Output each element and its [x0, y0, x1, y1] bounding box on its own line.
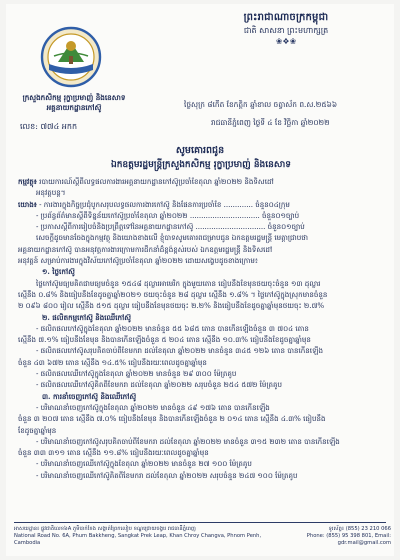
section-heading: ៣. ការនាំចេញកៅស៊ូ និងឈើកៅស៊ូ [42, 391, 137, 401]
footer-phone-en: Phone: (855) 95 398 801, Email: gdr.mail@gmail.com [306, 533, 391, 546]
section-line: - បរិមាណនាំចេញឈើកៅស៊ូគិតពីខែមករា ដល់ខែតុលា ឆ្នាំ២០២២ សរុបចំនួន ២៤៧ ១០០ ម៉ែត្រគូប [36, 470, 298, 480]
department-name: អគ្គនាយកដ្ឋានកៅស៊ូ [46, 103, 102, 112]
section-line: ចំនួន ៤៣ ៦៧២ តោន ស្មើនឹង ១៤.៥% ធៀបនឹងរយៈពេលដូចគ្នាឆ្នាំមុន [18, 357, 207, 367]
footer-address [14, 526, 264, 547]
section-line: ចំនួន ៣៣ ៣១១ តោន ស្មើនឹង ១១.៨% ធៀបនឹងរយៈពេលដូចគ្នាឆ្នាំមុន [18, 448, 209, 458]
ministry-logo [40, 26, 102, 88]
intro-line: អគ្គនាយកដ្ឋានកៅស៊ូ បានអនុវត្តការងារក្រោមការដឹកនាំដ៏ខ្ពង់ខ្ពស់របស់ ឯកឧត្តមរដ្ឋមន្ត្រី និងទិសដៅ [18, 244, 273, 254]
solar-date: រាជធានីភ្នំពេញ ថ្ងៃទី ៤ ខែ វិច្ឆិកា ឆ្នាំ២០២២ [211, 118, 330, 127]
ministry-name: ក្រសួងកសិកម្ម រុក្ខាប្រមាញ់ និងនេសាទ [22, 93, 126, 102]
addressee: ឯកឧត្តមរដ្ឋមន្ត្រីក្រសួងកសិកម្ម រុក្ខាប្រមាញ់ និងនេសាទ [111, 160, 291, 170]
section-heading: ២. ផលិតកម្មកៅស៊ូ និងឈើកៅស៊ូ [42, 312, 131, 322]
kingdom-heading: ព្រះរាជាណាចក្រកម្ពុជា [243, 12, 329, 23]
section-heading: ១. ថ្លៃកៅស៊ូ [42, 267, 75, 277]
section-line: ស្មើនឹង ០.៨% និងធៀបនឹងខែដូចគ្នាឆ្នាំ២០២១ ថយចុះចំនួន ២៨ ដុល្លារ ស្មើនឹង ១.៨% ។ ថ្លៃកៅស៊ូក្នុងស្រុកមានចំនួន [18, 289, 328, 299]
ministry-block [10, 93, 138, 113]
national-motto: ជាតិ សាសនា ព្រះមហាក្សត្រ [243, 26, 329, 35]
reference-label: យោង៖ [18, 199, 37, 209]
reference-item: - ការងារក្នុងកិច្ចប្រជុំបូកសរុបលទ្ធផលការងារកៅស៊ូ និងផែនការប្រចាំខែ ............. ចំនួន០៤ក្រុម [39, 199, 290, 209]
reference-number: លេខ: ៧៧៤ អកក [20, 122, 78, 131]
footer-address-en: National Road No. 6A, Phum Bakkheng, Sangkat Prek Leap, Khan Chroy Changva, Phnom Penh, Cambodia [14, 533, 262, 546]
ornament-divider: ❀❖❀ [275, 37, 297, 46]
intro-line: សេចក្តីដូចមានចែងក្នុងកម្មវត្ថុ និងយោងខាងលើ ខ្ញុំបាទសូមគោរពជម្រាបជូន ឯកឧត្តមរដ្ឋមន្ត្រី មេត្តាជ្រាបថា [36, 233, 309, 243]
footer-address-km: អាសយដ្ឋាន៖ ផ្លូវជាតិលេខ៦A ភូមិបាក់ខែង សង្កាត់ព្រែកលៀប ខណ្ឌជ្រោយចង្វារ រាជធានីភ្នំពេញ [14, 526, 196, 532]
section-line: - បរិមាណនាំចេញកៅស៊ូក្នុងខែតុលា ឆ្នាំ២០២២ មានចំនួន ៤៩ ១៧៦ តោន បានកើនឡើង [36, 402, 270, 412]
section-line: ចំនួន ៣ ២០៧ តោន ស្មើនឹង ៧.០% ធៀបនឹងខែមុន និងបានកើនឡើងចំនួន ២ ០១៤ តោន ស្មើនឹង ៤.៣% ធៀបនឹង [18, 414, 326, 424]
subject-text-cont: អនុវត្តបន្ត។ [36, 188, 66, 198]
reference-item: - ប្រព័ន្ធព័ត៌មានស្តីពីទិន្នន័យកៅស៊ូប្រចាំខែតុលា ឆ្នាំ២០២២ ............................... ចំនួន០១ច្បាប់ [36, 210, 300, 220]
section-line: - ផលិតផលកៅស៊ូក្នុងខែតុលា ឆ្នាំ២០២២ មានចំនួន ៥៥ ៦៨៥ តោន បានកើនឡើងចំនួន ៣ ៧០៤ តោន [36, 323, 309, 333]
reference-item: - ប្រកាសស្តីពីការរៀបចំនិងប្រព្រឹត្តទៅនៃអគ្គនាយកដ្ឋានកៅស៊ូ ............................... ចំនួន០១ច្បាប់ [36, 222, 305, 232]
document-page [6, 4, 394, 556]
lunar-date: ថ្ងៃសុក្រ ៨កើត ខែកត្តិក ឆ្នាំខាល ចត្វាស័ក ព.ស.២៥៦៦ [184, 100, 338, 109]
reference-line [18, 199, 384, 210]
subject-line [18, 176, 384, 187]
section-line: ២ ០៩៦ ៨០០ រៀល ស្មើនឹង ៥១៥ ដុល្លារ ធៀបនឹងខែមុនថយចុះ ២.២% និងធៀបនឹងខែដូចគ្នាឆ្នាំមុនថយចុះ ២.៧% [18, 301, 325, 311]
subject-text: របាយការណ៍ស្តីពីលទ្ធផលការងារអគ្គនាយកដ្ឋានកៅស៊ូប្រចាំខែតុលា ឆ្នាំ២០២២ និងទិសដៅ [39, 177, 274, 186]
intro-line: អនុវត្តន៍ សម្រាប់ការងារក្នុងវិស័យកៅស៊ូប្រចាំខែតុលា ឆ្នាំ២០២២ ដោយសង្ខេបដូចខាងក្រោម៖ [18, 256, 258, 266]
section-line: - ផលិតផលឈើកៅស៊ូគិតពីខែមករា ដល់ខែតុលា ឆ្នាំ២០២២ សរុបចំនួន ២៥៤ ៥៧២ ម៉ែត្រគូប [36, 380, 283, 390]
footer-contact [271, 526, 391, 547]
section-line: - ផលិតផលកៅស៊ូសរុបគិតចាប់ពីខែមករា ដល់ខែតុលា ឆ្នាំ២០២២ មានចំនួន ៣៤៥ ១២៦ តោន បានកើនឡើង [36, 346, 323, 356]
subject-label: កម្មវត្ថុ៖ [18, 177, 37, 186]
footer-phone-km: ទូរស័ព្ទ៖ (855) 23 210 066 [328, 526, 391, 532]
salutation-title: សូមគោរពជូន [175, 145, 225, 156]
section-line: - បរិមាណនាំចេញកៅស៊ូសរុបគិតចាប់ពីខែមករា ដល់ខែតុលា ឆ្នាំ២០២២ មានចំនួន ៣១៥ ២៣២ តោន បានកើនឡើង [36, 436, 340, 446]
section-line: - ផលិតផលឈើកៅស៊ូក្នុងខែតុលា ឆ្នាំ២០២២ មានចំនួន ២៩ ៣០០ ម៉ែត្រគូប [36, 369, 237, 379]
document-body [18, 176, 384, 481]
section-line: - បរិមាណនាំចេញឈើកៅស៊ូក្នុងខែតុលា ឆ្នាំ២០២២ មានចំនួន ២៧ ១០០ ម៉ែត្រគូប [36, 459, 252, 469]
section-line: ខែដូចគ្នាឆ្នាំមុន [18, 425, 57, 435]
section-line: ថ្លៃកៅស៊ូមធ្យមគិតជាមធ្យមចំនួន ១៥៤៨ ដុល្លារអាមេរិក ក្នុងមួយតោន ធៀបនឹងខែមុនថយចុះចំនួន ១៣ ដុល្លារ [36, 278, 321, 288]
footer-divider [14, 522, 386, 523]
section-line: ស្មើនឹង ៧.១% ធៀបនឹងខែមុន និងបានកើនឡើងចំនួន ៥ ២០៤ តោន ស្មើនឹង ១០.៣% ធៀបនឹងខែដូចគ្នាឆ្នាំមុន [18, 335, 311, 345]
